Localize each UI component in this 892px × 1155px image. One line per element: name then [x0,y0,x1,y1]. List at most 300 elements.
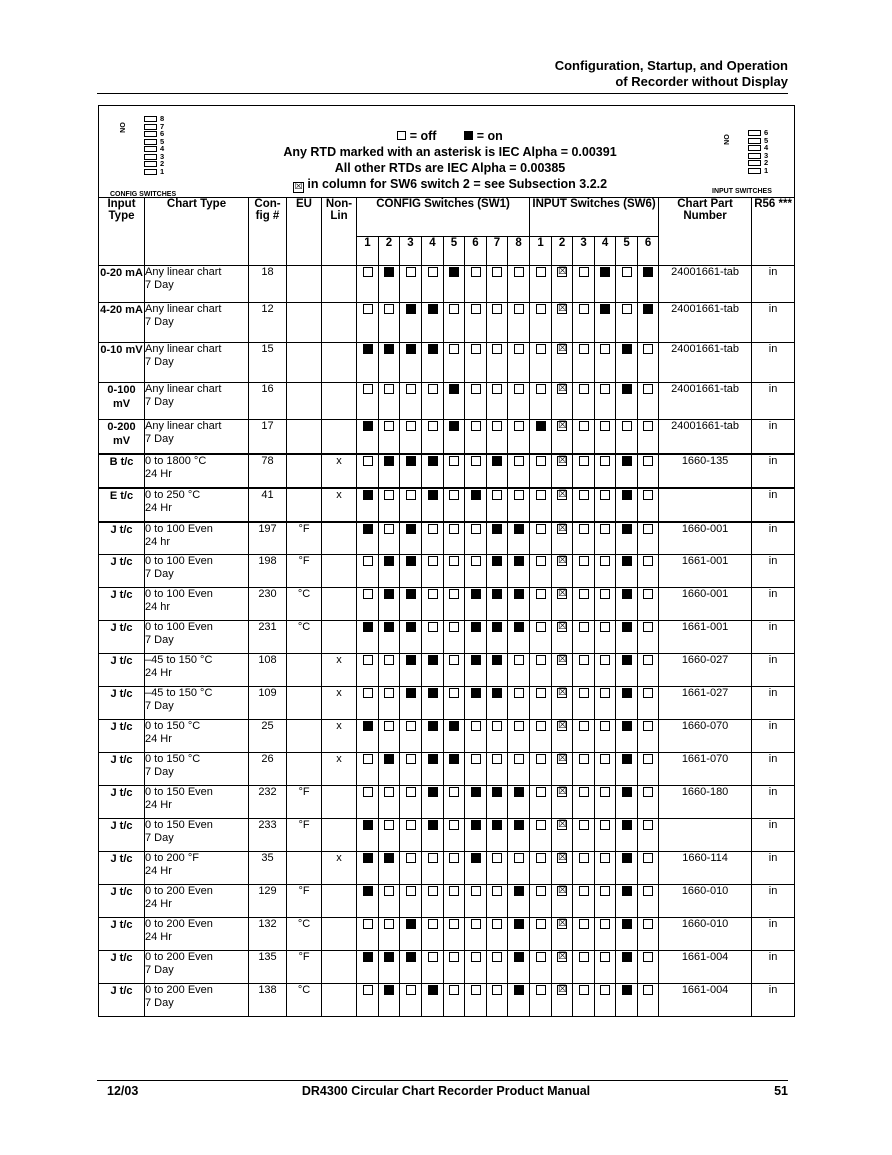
config-switch-6-cell [465,720,487,753]
config-switch-2-cell [379,588,400,621]
table-row [99,852,795,885]
input-switch-3-cell [573,720,595,753]
switch-on-icon [471,622,481,632]
input-switch-1-cell [530,918,552,951]
config-switch-6-cell [465,885,487,918]
config-switch-3-cell [400,918,422,951]
switch-on-icon [514,886,524,896]
switch-off-icon [579,524,589,534]
config-switch-col-7: 7 [487,237,508,266]
config-switch-7-cell [487,488,508,522]
see-subsection-icon: ☒ [558,951,568,963]
switch-off-icon [471,952,481,962]
input-switch-2-cell [552,687,573,720]
switch-off-icon [471,754,481,764]
input-switch-6-cell [638,720,659,753]
input-switch-number: 3 [764,150,769,160]
switch-off-icon [579,421,589,431]
nonlin-cell [322,885,357,918]
config-switch-6 [144,131,157,137]
switch-on-icon [363,952,373,962]
table-row [99,588,795,621]
chart-type-cell [145,654,249,687]
switch-off-icon [406,853,416,863]
switch-off-icon [514,853,524,863]
input-switch-5 [748,138,761,144]
config-number-cell: 230 [249,588,287,621]
config-switch-6-cell [465,753,487,786]
input-switch-5-cell [616,522,638,555]
input-switch-2-cell [552,266,573,303]
input-switch-col-6: 6 [638,237,659,266]
switch-off-icon [600,820,610,830]
input-switch-6-cell [638,555,659,588]
switch-off-icon [643,952,653,962]
chart-type-line: 24 Hr [145,865,172,877]
nonlin-cell [322,951,357,984]
config-switch-4-cell [422,383,444,420]
r56-cell: in [752,654,795,687]
switch-off-icon [600,524,610,534]
switch-on-icon [471,787,481,797]
switch-off-icon [643,421,653,431]
switch-settings-table [98,197,795,1017]
switch-off-icon [643,524,653,534]
config-switch-2-cell [379,852,400,885]
input-type-cell: J t/c [99,720,145,753]
switch-off-icon [600,985,610,995]
config-switch-5-cell [444,852,465,885]
config-switch-6-cell [465,343,487,383]
input-switch-4-cell [595,454,616,488]
switch-off-icon [536,344,546,354]
switch-off-icon [406,787,416,797]
input-switch-6-cell [638,654,659,687]
input-switch-1-cell [530,522,552,555]
config-switch-3-cell [400,303,422,343]
switch-on-icon [428,820,438,830]
switch-off-icon [600,787,610,797]
config-switch-7-cell [487,753,508,786]
see-subsection-icon: ☒ [294,181,303,191]
config-switch-6-cell [465,303,487,343]
switch-off-icon [579,820,589,830]
r56-cell: in [752,984,795,1017]
switch-off-icon [384,655,394,665]
config-switch-5-cell [444,383,465,420]
chart-type-line: Any linear chart [145,383,222,395]
chart-part-number-cell: 24001661-tab [659,420,752,454]
config-switch-3-cell [400,885,422,918]
config-switch-1-cell [357,918,379,951]
chart-type-line: 7 Day [145,634,174,646]
chart-type-line: 0 to 100 Even [145,555,213,567]
input-switch-5-cell [616,786,638,819]
config-switch-8 [144,116,157,122]
input-switches-diagram [712,130,792,196]
switch-off-icon [428,622,438,632]
config-switch-6-cell [465,819,487,852]
switch-on-icon [514,589,524,599]
input-switch-4-cell [595,303,616,343]
switch-off-icon [579,344,589,354]
config-switch-4-cell [422,454,444,488]
switch-on-icon [622,622,632,632]
config-switch-4-cell [422,918,444,951]
switch-on-icon [406,655,416,665]
switch-off-icon [363,556,373,566]
r56-cell: in [752,852,795,885]
chart-type-cell [145,819,249,852]
config-switch-6-cell [465,420,487,454]
switch-off-icon [643,688,653,698]
config-switch-3-cell [400,753,422,786]
eu-cell [287,488,322,522]
switch-off-icon [536,556,546,566]
input-switch-3-cell [573,984,595,1017]
config-switch-5-cell [444,687,465,720]
switch-on-icon [406,952,416,962]
switch-on-icon [363,820,373,830]
config-switch-8-cell [508,522,530,555]
r56-cell: in [752,420,795,454]
config-switch-2-cell [379,786,400,819]
eu-cell: °F [287,786,322,819]
switch-on-icon [363,524,373,534]
input-type-cell: J t/c [99,687,145,720]
input-switch-3-cell [573,488,595,522]
input-switch-1-cell [530,753,552,786]
switch-on-icon [363,853,373,863]
input-switch-2-cell [552,488,573,522]
col-chart-type: Chart Type [145,198,249,266]
switch-on-icon [471,853,481,863]
input-switch-6-cell [638,303,659,343]
switch-on-icon [622,384,632,394]
config-switch-5-cell [444,984,465,1017]
chart-part-number-cell: 1660-001 [659,522,752,555]
switch-on-icon [384,589,394,599]
switch-off-icon [536,721,546,731]
switch-off-icon [643,344,653,354]
config-switch-col-1: 1 [357,237,379,266]
see-subsection-icon: ☒ [558,687,568,699]
chart-type-cell [145,588,249,621]
table-row [99,753,795,786]
input-switch-3-cell [573,522,595,555]
config-switch-number: 3 [160,151,165,161]
config-switch-4 [144,146,157,152]
chart-part-number-cell: 1660-135 [659,454,752,488]
input-switch-number: 1 [764,165,769,175]
config-switch-7-cell [487,555,508,588]
input-switch-number: 5 [764,135,769,145]
switch-off-icon [514,754,524,764]
see-subsection-icon: ☒ [558,753,568,765]
config-switch-7-cell [487,588,508,621]
switch-on-icon [471,655,481,665]
input-switch-5-cell [616,488,638,522]
switch-off-icon [471,919,481,929]
eu-cell [287,454,322,488]
switch-off-icon [600,952,610,962]
switch-off-icon [428,267,438,277]
chart-type-cell [145,383,249,420]
input-switch-4-cell [595,819,616,852]
input-switch-6-cell [638,454,659,488]
switch-on-icon [471,820,481,830]
see-subsection-icon: ☒ [558,819,568,831]
chart-part-number-cell: 1660-027 [659,654,752,687]
chart-part-number-cell: 24001661-tab [659,343,752,383]
on-label: = on [476,129,503,143]
switch-on-icon [622,787,632,797]
chart-type-cell [145,885,249,918]
switch-off-icon [449,622,459,632]
nonlin-cell: x [322,687,357,720]
r56-cell: in [752,786,795,819]
eu-cell [287,753,322,786]
config-switch-7-cell [487,852,508,885]
switch-on-icon [384,622,394,632]
config-switch-4-cell [422,303,444,343]
switch-on-icon [514,985,524,995]
config-number-cell: 132 [249,918,287,951]
chart-type-cell [145,522,249,555]
config-switch-8-cell [508,555,530,588]
config-switch-8-cell [508,654,530,687]
switch-on-icon [492,688,502,698]
input-switch-4-cell [595,885,616,918]
see-subsection-icon: ☒ [558,786,568,798]
input-type-cell: B t/c [99,454,145,488]
nonlin-cell: x [322,654,357,687]
nonlin-cell [322,420,357,454]
input-switch-1-cell [530,621,552,654]
eu-cell [287,654,322,687]
input-switch-2-cell [552,819,573,852]
switch-off-icon [406,820,416,830]
chart-type-line: 7 Day [145,396,174,408]
table-row [99,420,795,454]
switch-on-icon [622,754,632,764]
input-switch-5-cell [616,303,638,343]
switch-on-icon [622,952,632,962]
chart-type-line: Any linear chart [145,303,222,315]
switch-off-icon [449,556,459,566]
config-switch-8-cell [508,588,530,621]
switch-on-icon [600,304,610,314]
config-number-cell: 78 [249,454,287,488]
switch-on-icon [384,456,394,466]
input-type-cell: J t/c [99,852,145,885]
chart-type-line: 0 to 150 °C [145,720,201,732]
eu-cell: °F [287,951,322,984]
input-switch-6-cell [638,266,659,303]
config-switch-5-cell [444,720,465,753]
eu-cell [287,720,322,753]
nonlin-cell [322,918,357,951]
chart-type-line: 0 to 100 Even [145,588,213,600]
config-switch-2-cell [379,454,400,488]
config-switch-1-cell [357,303,379,343]
chart-part-number-cell: 24001661-tab [659,303,752,343]
table-row [99,786,795,819]
switch-off-icon [471,985,481,995]
switch-on-icon [492,787,502,797]
table-row [99,819,795,852]
switch-off-icon [384,688,394,698]
config-switch-1-cell [357,621,379,654]
config-switch-1 [144,169,157,175]
config-switch-7-cell [487,420,508,454]
off-label: = off [409,129,437,143]
config-switch-5-cell [444,885,465,918]
config-switch-3-cell [400,984,422,1017]
config-switch-8-cell [508,786,530,819]
config-number-cell: 25 [249,720,287,753]
input-type-cell: J t/c [99,555,145,588]
eu-cell: °C [287,621,322,654]
switch-off-icon [363,688,373,698]
r56-cell: in [752,885,795,918]
see-subsection-icon: ☒ [558,720,568,732]
config-switch-1-cell [357,454,379,488]
switch-off-icon [579,304,589,314]
r56-cell: in [752,488,795,522]
input-switch-2-cell [552,420,573,454]
config-switch-3-cell [400,852,422,885]
switch-on-icon [514,787,524,797]
config-switch-4-cell [422,885,444,918]
config-switch-4-cell [422,951,444,984]
switch-on-icon [428,344,438,354]
input-switch-4-cell [595,687,616,720]
chart-type-line: 7 Day [145,700,174,712]
switch-on-icon [514,820,524,830]
switch-off-icon [449,655,459,665]
switch-on-icon [492,556,502,566]
switch-off-icon [492,384,502,394]
config-switch-7-cell [487,720,508,753]
switch-on-icon [492,820,502,830]
switch-off-icon [579,886,589,896]
config-switch-3-cell [400,588,422,621]
switch-off-icon [600,622,610,632]
input-switches-caption: INPUT SWITCHES [712,188,772,195]
config-switch-7-cell [487,343,508,383]
chart-type-line: 7 Day [145,316,174,328]
switch-off-icon [643,556,653,566]
config-switch-6-cell [465,852,487,885]
config-switch-2-cell [379,303,400,343]
input-switch-1-cell [530,588,552,621]
eu-cell [287,383,322,420]
switch-off-icon [643,886,653,896]
table-row [99,303,795,343]
switch-on-icon [622,919,632,929]
switch-on-icon [622,721,632,731]
r56-cell: in [752,753,795,786]
config-switch-8-cell [508,687,530,720]
config-switch-number: 7 [160,121,165,131]
switch-on-icon [514,556,524,566]
chart-type-line: 24 Hr [145,799,172,811]
switch-off-icon [600,754,610,764]
chart-part-number-cell [659,819,752,852]
config-switch-number: 1 [160,166,165,176]
chart-part-number-cell: 1661-004 [659,951,752,984]
r56-cell: in [752,687,795,720]
input-switch-5-cell [616,951,638,984]
chart-type-line: Any linear chart [145,420,222,432]
input-switch-3-cell [573,885,595,918]
input-switch-1-cell [530,420,552,454]
config-number-cell: 198 [249,555,287,588]
col-nonlin: Non-Lin [322,198,357,266]
switch-off-icon [384,490,394,500]
switch-on-icon [643,304,653,314]
nonlin-cell [322,303,357,343]
page-header [555,58,788,90]
input-switch-5-cell [616,885,638,918]
switch-on-icon [449,384,459,394]
input-switch-6-cell [638,383,659,420]
input-type-cell: J t/c [99,918,145,951]
see-subsection-icon: ☒ [558,621,568,633]
col-input-switches: INPUT Switches (SW6) [530,198,659,237]
switch-off-icon [600,456,610,466]
switch-off-icon [492,304,502,314]
nonlin-cell [322,383,357,420]
input-switch-4-cell [595,383,616,420]
see-subsection-icon: ☒ [558,555,568,567]
chart-type-cell [145,984,249,1017]
col-config-number: Con-fig # [249,198,287,266]
input-type-cell: J t/c [99,951,145,984]
input-switch-3-cell [573,555,595,588]
config-switch-7-cell [487,303,508,343]
chart-part-number-cell: 1661-001 [659,555,752,588]
nonlin-cell: x [322,454,357,488]
footer-title: DR4300 Circular Chart Recorder Product Manual [301,1084,591,1098]
switch-off-icon [536,688,546,698]
table-row [99,918,795,951]
table-row [99,454,795,488]
switch-off-icon [449,985,459,995]
switch-off-icon [449,304,459,314]
config-switch-col-2: 2 [379,237,400,266]
input-switch-4-cell [595,984,616,1017]
nonlin-cell: x [322,720,357,753]
input-switch-2-cell [552,621,573,654]
switch-off-icon [643,622,653,632]
input-switch-1-cell [530,852,552,885]
config-switch-2-cell [379,885,400,918]
config-switch-8-cell [508,819,530,852]
switch-off-icon [536,820,546,830]
chart-type-line: 0 to 200 Even [145,885,213,897]
chart-type-line: 7 Day [145,356,174,368]
switch-on-icon [536,421,546,431]
input-switch-2-cell [552,753,573,786]
table-row [99,522,795,555]
switch-on-icon [622,985,632,995]
chart-type-cell [145,303,249,343]
switch-off-icon [536,655,546,665]
config-switch-6-cell [465,588,487,621]
input-switch-6-cell [638,621,659,654]
